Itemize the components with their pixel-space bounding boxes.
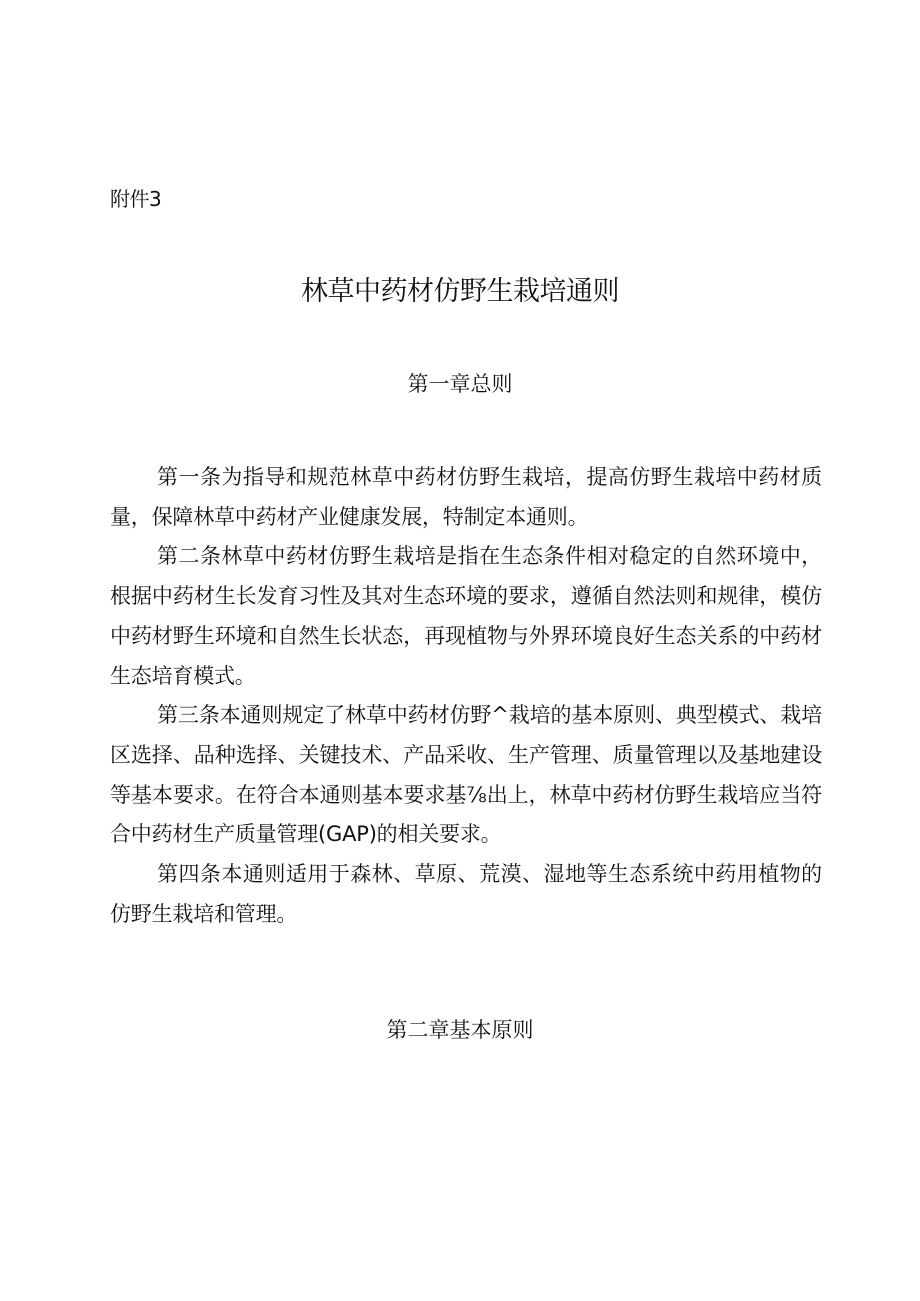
article-paragraph: 第四条本通则适用于森林、草原、荒漠、湿地等生态系统中药用植物的仿野生栽培和管理。 — [110, 862, 822, 926]
chapter-heading: 第二章基本原则 — [386, 1018, 534, 1042]
chapter-heading: 第一章总则 — [407, 372, 513, 396]
attachment-label: 附件3 — [110, 187, 162, 211]
document-title: 林草中药材仿野生栽培通则 — [301, 276, 619, 307]
article-paragraph: 第二条林草中药材仿野生栽培是指在生态条件相对稳定的自然环境中，根据中药材生长发育习性及其对生态环境的要求，遵循自然法则和规律，模仿中药材野生环境和自然生长状态，再现植物与外界环境良好生态关系的中药材生态培育模式。 — [110, 544, 822, 688]
article-paragraph: 第三条本通则规定了林草中药材仿野^栽培的基本原则、典型模式、栽培区选择、品种选择、关键技术、产品采收、生产管理、质量管理以及基地建设等基本要求。在符合本通则基本要求基⅞出上，林草中药材仿野生栽培应当符合中药材生产质量管理(GAP)的相关要求。 — [110, 703, 822, 847]
article-paragraph: 第一条为指导和规范林草中药材仿野生栽培，提高仿野生栽培中药材质量，保障林草中药材产业健康发展，特制定本通则。 — [110, 465, 822, 529]
chapter-body — [110, 458, 822, 934]
